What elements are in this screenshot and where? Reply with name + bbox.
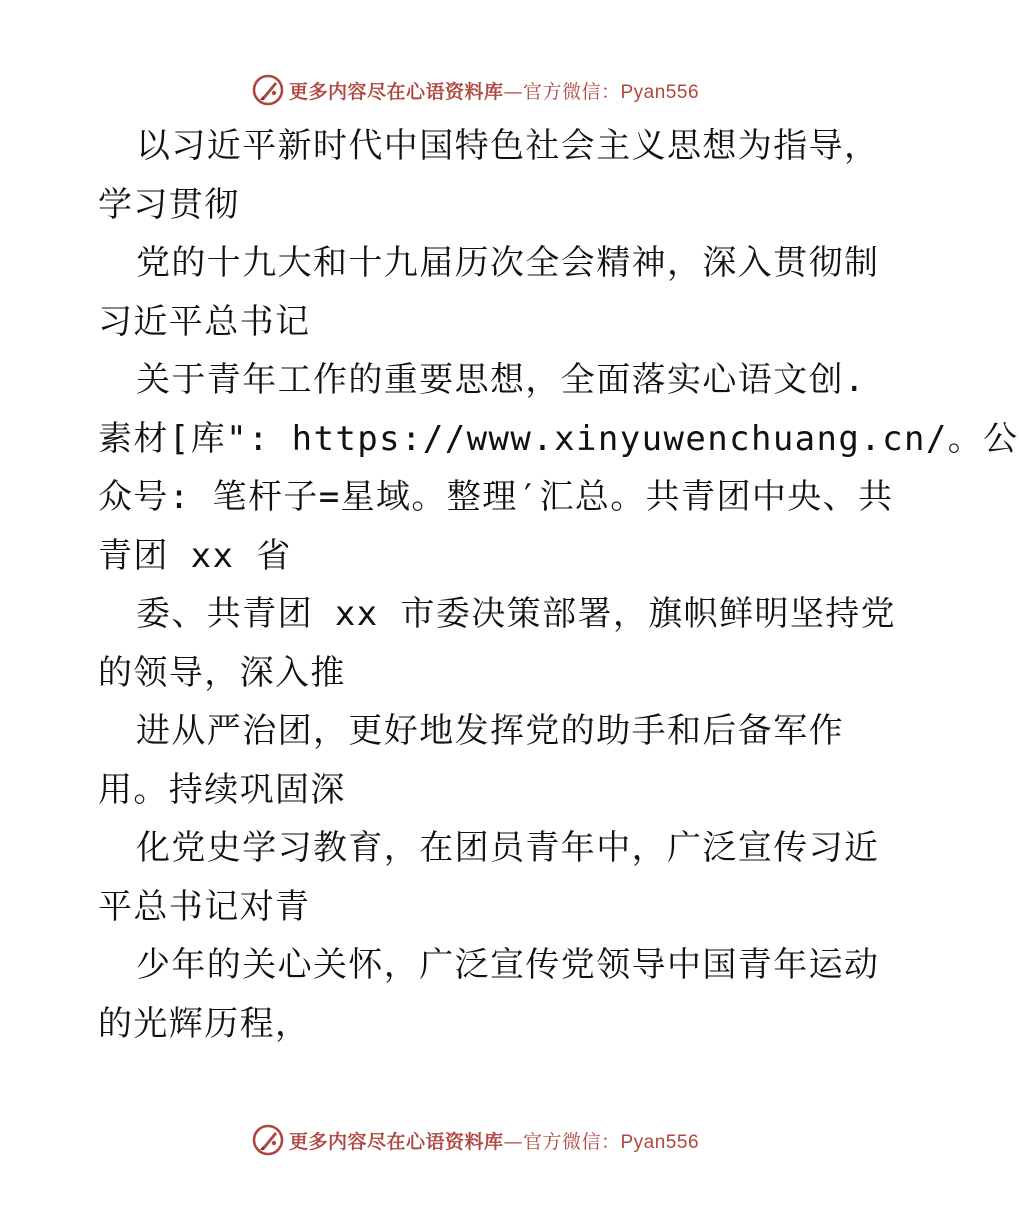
- body-line: 关于青年工作的重要思想，全面落实心语文创.: [136, 360, 866, 400]
- body-text: [98, 117, 1019, 1053]
- body-line: 平总书记对青: [98, 886, 311, 927]
- body-line: 的领导，深入推: [98, 652, 346, 693]
- header-wechat-id: Pyan556: [620, 81, 700, 103]
- body-line: 众号: 笔杆子=星域。整理′汇总。共青团中央、共: [98, 477, 894, 517]
- body-line: 党的十九大和十九届历次全会精神，深入贯彻制: [136, 243, 880, 283]
- header-watermark-text: [289, 77, 699, 104]
- body-line: 用。持续巩固深: [98, 769, 346, 810]
- header-library-name: 更多内容尽在心语资料库: [288, 80, 504, 103]
- footer-wechat-id: Pyan556: [620, 1131, 700, 1153]
- body-line: 学习贯彻: [98, 184, 240, 225]
- body-line: 化党史学习教育，在团员青年中，广泛宣传习近: [136, 828, 880, 868]
- body-line: 青团 xx 省: [98, 535, 292, 576]
- footer-watermark-text: [289, 1127, 699, 1154]
- body-line: 素材[库": https://www.xinyuwenchuang.cn/。公: [98, 418, 1019, 459]
- body-line: 少年的关心关怀，广泛宣传党领导中国青年运动: [136, 945, 880, 985]
- footer-watermark: [0, 1120, 950, 1160]
- header-watermark: [0, 70, 950, 110]
- footer-wechat-label: 官方微信：: [522, 1130, 621, 1153]
- body-line: 以习近平新时代中国特色社会主义思想为指导，: [136, 126, 880, 166]
- body-line: 习近平总书记: [98, 301, 311, 342]
- footer-library-name: 更多内容尽在心语资料库: [288, 1130, 504, 1153]
- body-line: 委、共青团 xx 市委决策部署，旗帜鲜明坚持党: [136, 594, 897, 634]
- footer-dash: —: [503, 1130, 523, 1153]
- header-wechat-label: 官方微信：: [522, 80, 621, 103]
- quill-pen-seal-icon: [251, 1123, 285, 1157]
- body-line: 进从严治团，更好地发挥党的助手和后备军作: [136, 711, 844, 751]
- quill-pen-seal-icon: [251, 73, 285, 107]
- header-dash: —: [503, 80, 523, 103]
- body-line: 的光辉历程，: [98, 1003, 311, 1044]
